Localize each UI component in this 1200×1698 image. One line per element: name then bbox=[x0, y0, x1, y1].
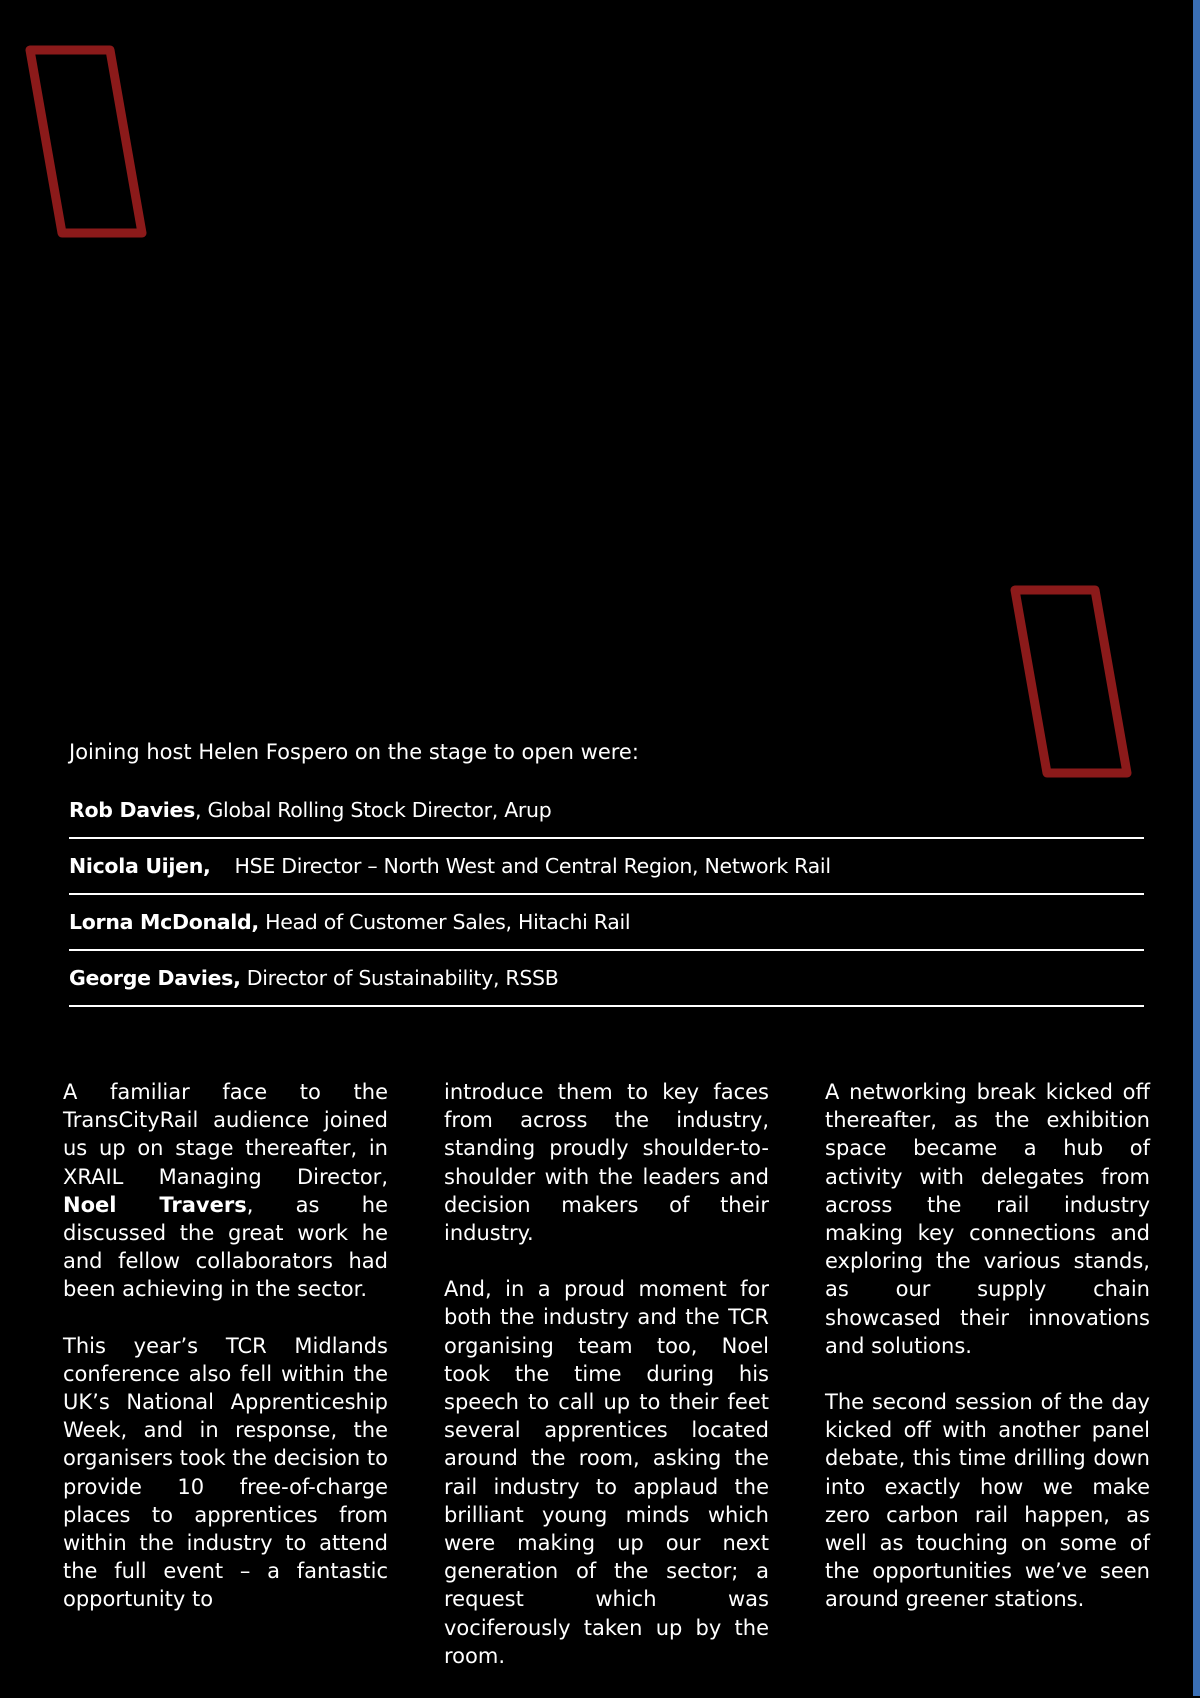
article-paragraph bbox=[63, 1078, 388, 1304]
page-edge-strip bbox=[1193, 0, 1200, 1696]
speaker-row bbox=[69, 951, 1144, 1007]
speaker-role: Global Rolling Stock Director, Arup bbox=[207, 798, 552, 822]
article-paragraph: This year’s TCR Midlands conference also fell within the UK’s National Apprenticeship Week, and in response, the organisers took the decision to provide 10 free-of-charge places to apprentices from within the industry to attend the full event – a fantastic opportunity to bbox=[63, 1333, 388, 1612]
article-column-2 bbox=[444, 1078, 769, 1698]
speaker-name: George Davies, bbox=[69, 966, 241, 990]
article-paragraph: introduce them to key faces from across the industry, standing proudly shoulder-to-shoulder with the leaders and decision makers of their industry. bbox=[444, 1080, 769, 1246]
paragraph-text: , as he discussed the great work he and fellow collaborators had been achieving in the sector. bbox=[63, 1192, 388, 1302]
article-paragraph: A networking break kicked off thereafter, as the exhibition space became a hub of activity with delegates from across the rail industry making key connections and exploring the various stands, as our supply chain showcased their innovations and solutions. bbox=[825, 1080, 1150, 1358]
speaker-name: Lorna McDonald, bbox=[69, 910, 259, 934]
speaker-role: HSE Director – North West and Central Region, Network Rail bbox=[234, 854, 831, 878]
paragraph-text: A familiar face to the TransCityRail audience joined us up on stage thereafter, in XRAIL Managing Director, bbox=[63, 1080, 388, 1189]
decorative-frame-middle-right bbox=[1005, 580, 1135, 780]
speaker-list bbox=[69, 783, 1144, 1007]
speakers-intro: Joining host Helen Fospero on the stage to open were: bbox=[69, 740, 639, 764]
speaker-separator: , bbox=[195, 798, 208, 822]
speaker-row bbox=[69, 783, 1144, 839]
speaker-row bbox=[69, 839, 1144, 895]
article-paragraph: The second session of the day kicked off with another panel debate, this time drilling down into exactly how we make zero carbon rail happen, as well as touching on some of the opportunities we’ve seen around greener stations. bbox=[825, 1390, 1150, 1612]
article-column-3 bbox=[825, 1078, 1150, 1642]
speaker-name: Rob Davies bbox=[69, 798, 196, 822]
speaker-name: Nicola Uijen, bbox=[69, 854, 211, 878]
article-column-1 bbox=[63, 1078, 388, 1642]
speaker-role: Head of Customer Sales, Hitachi Rail bbox=[265, 910, 631, 934]
speaker-role: Director of Sustainability, RSSB bbox=[246, 966, 559, 990]
decorative-frame-top-left bbox=[20, 40, 150, 240]
article-paragraph: And, in a proud moment for both the industry and the TCR organising team too, Noel took the time during his speech to call up to their feet several apprentices located around the room, asking the rail industry to applaud the brilliant young minds which were making up our next generation of the sector; a request which was vociferously taken up by the room. bbox=[444, 1277, 769, 1668]
person-name-bold: Noel Travers bbox=[63, 1192, 247, 1217]
speaker-row bbox=[69, 895, 1144, 951]
